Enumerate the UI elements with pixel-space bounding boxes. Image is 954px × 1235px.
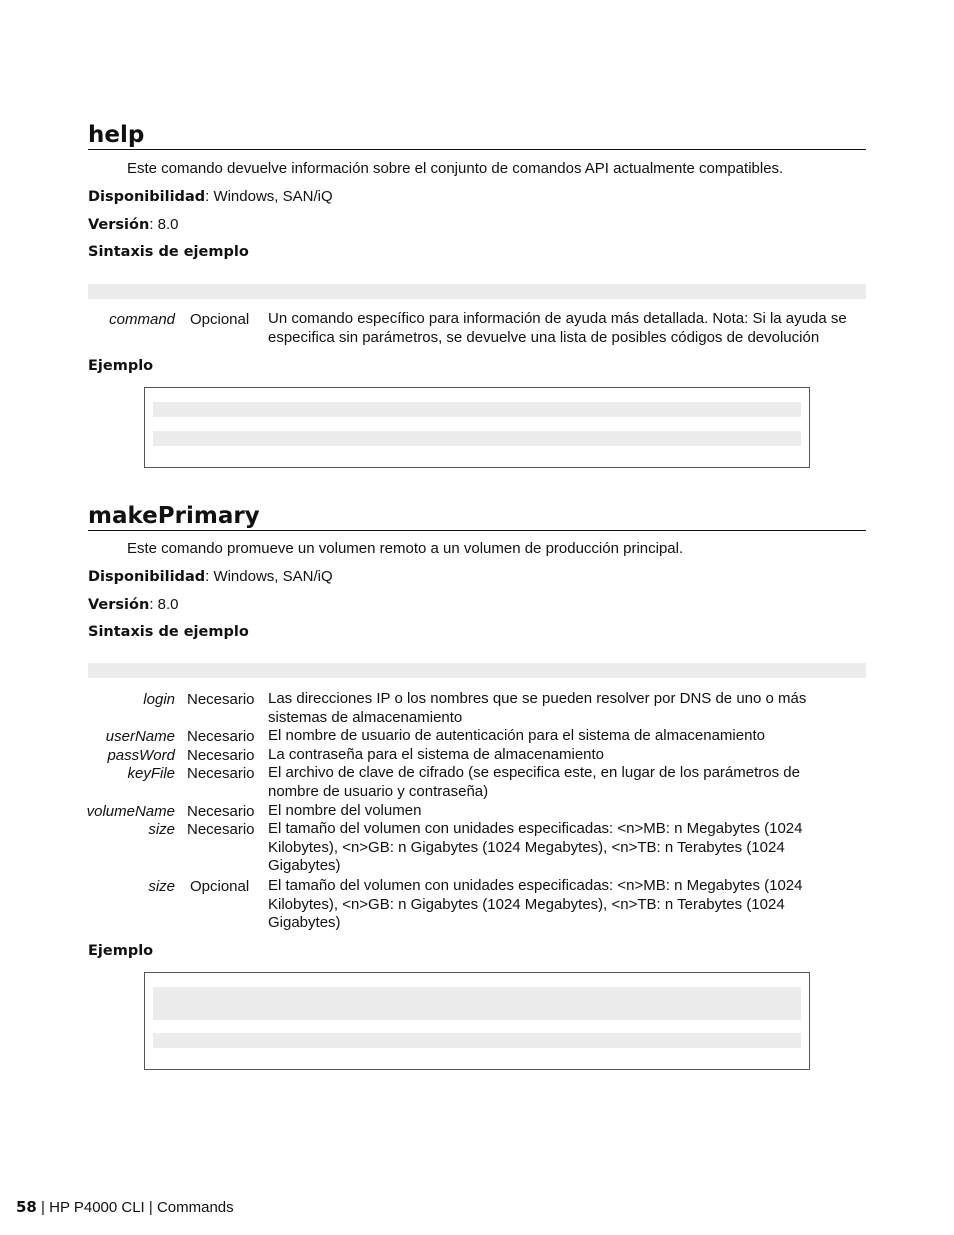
availability-value: : Windows, SAN/iQ — [205, 188, 333, 205]
availability-label: Disponibilidad — [88, 569, 206, 585]
code-line — [153, 431, 801, 446]
makeprimary-example-label: Ejemplo — [88, 943, 154, 959]
param-description: El nombre del volumen — [268, 802, 422, 819]
footer-text: | HP P4000 CLI | Commands — [36, 1199, 234, 1216]
code-line — [153, 1033, 801, 1048]
makeprimary-syntax-label: Sintaxis de ejemplo — [88, 624, 249, 640]
help-example-code-box — [144, 387, 810, 468]
param-name: login — [143, 691, 175, 708]
makeprimary-example-code-box — [144, 972, 810, 1070]
page-footer — [16, 1198, 234, 1217]
param-required: Necesario — [187, 691, 255, 708]
param-name: size — [148, 878, 175, 895]
availability-value: : Windows, SAN/iQ — [205, 568, 333, 585]
param-description: El archivo de clave de cifrado (se especifica este, en lugar de los parámetros de nombre de usuario y contraseña) — [268, 764, 800, 800]
page-number: 58 — [16, 1198, 37, 1216]
version-label: Versión — [88, 597, 150, 613]
param-required: Necesario — [187, 747, 255, 764]
makeprimary-description: Este comando promueve un volumen remoto a un volumen de producción principal. — [127, 540, 684, 557]
param-description: El tamaño del volumen con unidades especificadas: <n>MB: n Megabytes (1024 Kilobytes), <n>GB: n Gigabytes (1024 Megabytes), <n>TB: n Terabytes (1024 Gigabytes) — [268, 877, 803, 932]
param-description: Un comando específico para información de ayuda más detallada. Nota: Si la ayuda se especifica sin parámetros, se devuelve una lista de posibles códigos de devolución — [268, 310, 847, 346]
help-syntax-label: Sintaxis de ejemplo — [88, 244, 249, 260]
param-required: Necesario — [187, 803, 255, 820]
code-line — [153, 987, 801, 1020]
param-description: Las direcciones IP o los nombres que se pueden resolver por DNS de uno o más sistemas de almacenamiento — [268, 690, 807, 726]
param-description: La contraseña para el sistema de almacenamiento — [268, 746, 605, 763]
param-name: command — [109, 311, 175, 328]
param-name: passWord — [107, 747, 175, 764]
param-description: El nombre de usuario de autenticación para el sistema de almacenamiento — [268, 727, 765, 744]
code-line — [153, 402, 801, 417]
param-required: Opcional — [190, 311, 250, 328]
help-description: Este comando devuelve información sobre el conjunto de comandos API actualmente compatibles. — [127, 160, 784, 177]
version-value: : 8.0 — [149, 596, 179, 613]
availability-label: Disponibilidad — [88, 189, 206, 205]
version-label: Versión — [88, 217, 150, 233]
param-name: userName — [105, 728, 175, 745]
makeprimary-syntax-code-block — [88, 663, 866, 678]
help-version — [88, 215, 179, 235]
param-required: Necesario — [187, 821, 255, 838]
section-title-makeprimary: makePrimary — [88, 502, 866, 531]
help-syntax-code-block — [88, 284, 866, 299]
makeprimary-version — [88, 595, 179, 615]
version-value: : 8.0 — [149, 216, 179, 233]
param-name: size — [148, 821, 175, 838]
section-title-help: help — [88, 121, 866, 150]
param-required: Necesario — [187, 765, 255, 782]
param-name: keyFile — [127, 765, 175, 782]
param-description: El tamaño del volumen con unidades especificadas: <n>MB: n Megabytes (1024 Kilobytes), <n>GB: n Gigabytes (1024 Megabytes), <n>TB: n Terabytes (1024 Gigabytes) — [268, 820, 803, 875]
param-required: Necesario — [187, 728, 255, 745]
help-availability — [88, 187, 333, 207]
help-example-label: Ejemplo — [88, 358, 154, 374]
makeprimary-availability — [88, 567, 333, 587]
param-required: Opcional — [190, 878, 250, 895]
param-name: volumeName — [86, 803, 175, 820]
